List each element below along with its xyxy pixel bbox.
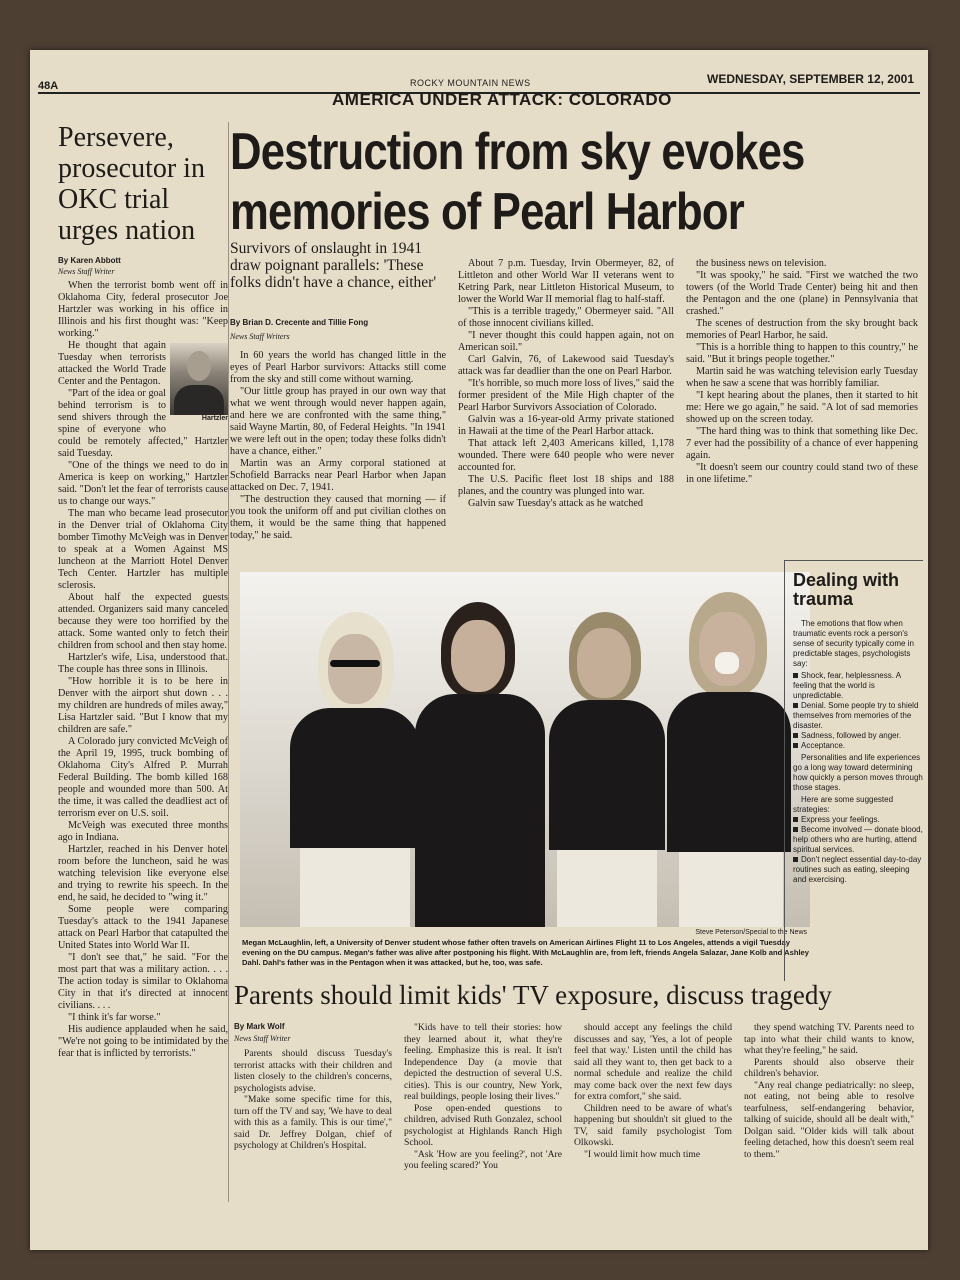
okc-byline: By Karen Abbott <box>58 256 121 265</box>
okc-paragraph: "I think it's far worse." <box>68 1012 161 1023</box>
okc-story <box>38 122 228 1060</box>
main-paragraph: "It's horrible, so much more loss of lives," said the former president of the Mile High chapter of the Pearl Harbor Survivors Association of Colorado. <box>458 378 674 413</box>
stage-item: Sadness, followed by anger. <box>793 731 923 741</box>
main-paragraph: "It was spooky," he said. "First we watched the two towers (of the World Trade Center) being hit and then the Pentagon and the one (plane) in Pennsylvania that crashed." <box>686 270 918 317</box>
main-paragraph: The scenes of destruction from the sky brought back memories of Pearl Harbor, he said. <box>686 318 918 341</box>
main-paragraph: Galvin saw Tuesday's attack as he watched <box>468 498 643 509</box>
page-number: 48A <box>38 80 59 92</box>
okc-paragraph: "One of the things we need to do in America is keep on working," Hartzler said. "Don't let the fear of terrorists cause us to change our ways." <box>58 460 228 507</box>
main-paragraph: Martin was an Army corporal stationed at Schofield Barracks near Pearl Harbor when Japan attacked on Dec. 7, 1941. <box>230 458 446 493</box>
main-paragraph: Carl Galvin, 76, of Lakewood said Tuesday's attack was far deadlier than the one on Pearl Harbor. <box>458 354 674 377</box>
kids-column-2 <box>404 1022 562 1172</box>
kids-paragraph: "Kids have to tell their stories: how they learned about it, what they're feeling. Emphasize this is real. It isn't Independence Day (a movie that depicted the destruction of several U.S. cities). This is our country, New York, real buildings, people losing their lives." <box>404 1022 562 1102</box>
main-paragraph: Galvin was a 16-year-old Army private stationed in Hawaii at the time of the Pearl Harbor attack. <box>458 414 674 437</box>
hartzler-mugshot <box>170 343 228 422</box>
mugshot-caption: Hartzler <box>201 415 228 422</box>
stage-item: Denial. Some people try to shield themselves from memories of the disaster. <box>793 701 919 730</box>
main-byline: By Brian D. Crecente and Tillie Fong <box>230 318 369 327</box>
main-paragraph: Martin said he was watching television early Tuesday when he saw a scene that was horribly familiar. <box>686 366 918 389</box>
main-column-1 <box>230 350 446 542</box>
main-paragraph: The U.S. Pacific fleet lost 18 ships and 188 planes, and the country was plunged into war. <box>458 474 674 497</box>
hartzler-photo <box>170 343 228 415</box>
okc-paragraph: "How horrible it is to be here in Denver with the airport shut down . . . my children are hundreds of miles away," Lisa Hartzler said. "But I know that my children are safe." <box>58 676 228 735</box>
kids-headline: Parents should limit kids' TV exposure, discuss tragedy <box>234 980 832 1010</box>
person-jane <box>545 612 670 927</box>
main-headline: Destruction from sky evokes memories of Pearl Harbor <box>230 123 805 241</box>
vigil-photo-block <box>230 562 813 972</box>
okc-paragraph: The man who became lead prosecutor in the Denver trial of Oklahoma City bomber Timothy McVeigh was in Denver to speak at a Women Against MS luncheon at the Marriott Hotel Denver Tech Center. Hartzler has multiple sclerosis. <box>58 508 228 591</box>
strategy-item: Become involved — donate blood, help others who are hurting, attend spiritual services. <box>793 825 923 854</box>
vigil-photo <box>240 572 810 927</box>
main-credit: News Staff Writers <box>230 332 290 341</box>
stage-item: Shock, fear, helplessness. A feeling that the world is unpredictable. <box>793 671 901 700</box>
main-paragraph: "The destruction they caused that morning — if you took the uniform off and put civilian clothes on them, it would be the same thing that happened today," he said. <box>230 494 446 541</box>
person-angela <box>415 602 545 927</box>
okc-paragraph: About half the expected guests attended. Organizers said many canceled because they were too horrified by the attack. Some wanted only to fetch their children from school and then stay home. <box>58 592 228 651</box>
strategies-intro: Here are some suggested strategies: <box>793 795 894 814</box>
kids-paragraph: Parents should also observe their children's behavior. <box>744 1056 914 1079</box>
okc-body <box>58 280 228 1060</box>
person-megan <box>290 612 420 927</box>
trauma-box <box>784 560 923 981</box>
kids-paragraph: they spend watching TV. Parents need to tap into what their child wants to know, what they're feeling," he said. <box>744 1022 914 1056</box>
okc-headline: Persevere, prosecutor in OKC trial urges nation <box>58 122 205 246</box>
okc-paragraph: Hartzler's wife, Lisa, understood that. The couple has three sons in Illinois. <box>58 652 228 675</box>
kids-paragraph: should accept any feelings the child discusses and say, 'Yes, a lot of people feel that way.' Listen until the child has said all they want to, then get back to a normal schedule and realize the child may come back over the next few days for extra comfort," she said. <box>574 1022 732 1102</box>
main-paragraph: "I never thought this could happen again, not on American soil." <box>458 330 674 353</box>
main-column-2 <box>458 258 674 510</box>
person-ashley <box>665 592 795 927</box>
okc-paragraph: A Colorado jury convicted McVeigh of the April 19, 1995, truck bombing of Oklahoma City's Alfred P. Murrah Federal Building. The bomb killed 168 people and wounded more than 500. At the time, it was called the deadliest act of terrorism ever on U.S. soil. <box>58 736 228 819</box>
okc-paragraph: McVeigh was executed three months ago in Indiana. <box>58 820 228 843</box>
okc-paragraph: He thought that again Tuesday when terrorists attacked the World Trade Center and the Pentagon. <box>58 340 166 387</box>
kids-paragraph: Children need to be aware of what's happening but shouldn't sit glued to the TV, said family psychologist Tom Olkowski. <box>574 1102 732 1148</box>
strategy-item: Don't neglect essential day-to-day routines such as eating, sleeping and exercising. <box>793 855 922 884</box>
main-paragraph: "This is a horrible thing to happen to this country," he said. "But it brings people together." <box>686 342 918 365</box>
strategy-item: Express your feelings. <box>793 815 923 825</box>
photo-caption: Megan McLaughlin, left, a University of Denver student whose father often travels on American Airlines Flight 11 to Los Angeles, attends a vigil Tuesday evening on the DU campus. Megan's father was alive after postponing his flight. With McLaughlin are, from left, friends Angela Salazar, Jane Kolb and Ashley Dahl. Dahl's father was in the Pentagon when it was attacked, but he, too, was safe. <box>242 938 810 967</box>
newspaper-page <box>30 50 928 1250</box>
stage-item: Acceptance. <box>793 741 923 751</box>
kids-paragraph: "Make some specific time for this, turn off the TV and say, 'We have to deal with this as a family. This is our time'," said Dr. Jeffrey Dolgan, chief of psychology at Children's Hospital. <box>234 1094 392 1151</box>
trauma-intro: The emotions that flow when traumatic events rock a person's sense of security typically come in predictable stages, psychologists say: <box>793 619 914 668</box>
kids-column-1 <box>234 1048 392 1152</box>
okc-paragraph: Some people were comparing Tuesday's attack to the 1941 Japanese attack on Pearl Harbor that catapulted the United States into World War II. <box>58 904 228 951</box>
kids-column-3 <box>574 1022 732 1160</box>
kids-paragraph: "Any real change pediatrically: no sleep, not eating, not being able to resolve tearfulness, self-endangering behavior, talking of suicide, should all be dealt with," Dolgan said. "Older kids will talk about feeling detached, how this doesn't seem real to them." <box>744 1079 914 1160</box>
column-rule <box>228 122 229 1202</box>
main-paragraph: "Our little group has prayed in our own way that what we went through would never happen again, and here we are confronted with the same thing," said Wayne Martin, 80, of Federal Heights. "In 1941 we were left out in the open; today these folks didn't have a chance, either." <box>230 386 446 457</box>
main-paragraph: "It doesn't seem our country could stand two of these in one lifetime." <box>686 462 918 485</box>
okc-credit: News Staff Writer <box>58 267 115 276</box>
okc-paragraph: His audience applauded when he said, "We're not going to be intimidated by the fear that is inflicted by terrorists." <box>58 1024 228 1059</box>
kids-paragraph: "Ask 'How are you feeling?', not 'Are you feeling scared?' You <box>404 1148 562 1171</box>
kids-column-4 <box>744 1022 914 1160</box>
main-column-3 <box>686 258 918 486</box>
paper-name: ROCKY MOUNTAIN NEWS <box>410 78 531 88</box>
kids-paragraph: Parents should discuss Tuesday's terrorist attacks with their children and listen closely to the children's concerns, psychologists advise. <box>234 1048 392 1094</box>
kids-byline: By Mark Wolf <box>234 1022 285 1031</box>
dateline: WEDNESDAY, SEPTEMBER 12, 2001 <box>707 72 914 86</box>
okc-paragraph: "I don't see that," he said. "For the most part that was a military action. . . . The action today is similar to Oklahoma City in that it's directed at innocent civilians. . . . <box>58 952 228 1011</box>
main-paragraph: the business news on television. <box>696 258 827 269</box>
kids-paragraph: "I would limit how much time <box>584 1148 701 1160</box>
okc-paragraph: Hartzler, reached in his Denver hotel room before the luncheon, said he was watching television like everyone else and trying to rewrite his speech. In the end, he said, he decided to "wing it." <box>58 844 228 903</box>
main-paragraph: That attack left 2,403 Americans killed, 1,178 wounded. There were 640 people who were never accounted for. <box>458 438 674 473</box>
trauma-title: Dealing with trauma <box>793 570 900 609</box>
main-paragraph: About 7 p.m. Tuesday, Irvin Obermeyer, 82, of Littleton and other World War II veterans went to Ketring Park, near Littleton Historical Museum, to lower the World War II memorial flag to half-staff. <box>458 258 674 305</box>
section-label: AMERICA UNDER ATTACK: COLORADO <box>332 90 672 109</box>
okc-paragraph: "Part of the idea or goal behind terrorism is to send shivers through the spine of everyone who could be remotely affected," Hartzler said Tuesday. <box>58 388 228 459</box>
okc-paragraph: When the terrorist bomb went off in Oklahoma City, federal prosecutor Joe Hartzler was working in his office in Illinois and his first thought was: "Keep working." <box>58 280 228 339</box>
main-paragraph: "This is a terrible tragedy," Obermeyer said. "All of those innocent civilians killed. <box>458 306 674 329</box>
main-paragraph: In 60 years the world has changed little in the eyes of Pearl Harbor survivors: Attacks still come from the sky and still come without warning. <box>230 350 446 385</box>
trauma-middle: Personalities and life experiences go a long way toward determining how quickly a person moves through those stages. <box>793 753 923 792</box>
kids-paragraph: Pose open-ended questions to children, advised Ruth Gonzalez, school psychologist at Highlands Ranch High School. <box>404 1102 562 1148</box>
main-paragraph: "The hard thing was to think that something like Dec. 7 ever had the possibility of a chance of ever happening again. <box>686 426 918 461</box>
photo-credit: Steve Peterson/Special to the News <box>695 929 807 936</box>
main-paragraph: "I kept hearing about the planes, then it started to hit me: Here we go again," he said. "A lot of sad memories showed up on the screen today. <box>686 390 918 425</box>
main-deck: Survivors of onslaught in 1941 draw poignant parallels: 'These folks didn't have a chance, either' <box>230 240 437 291</box>
kids-credit: News Staff Writer <box>234 1034 291 1043</box>
